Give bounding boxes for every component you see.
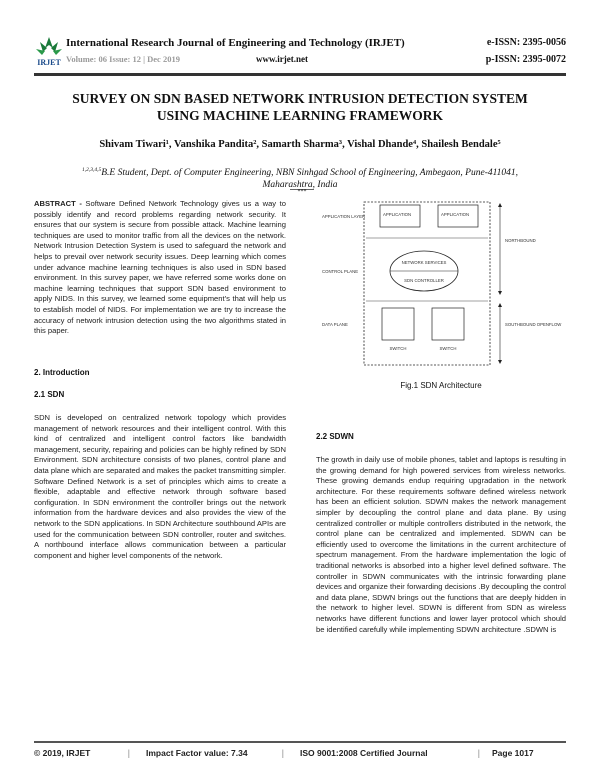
abstract	[34, 199, 286, 337]
footer-copyright: © 2019, IRJET	[34, 748, 91, 758]
journal-name: International Research Journal of Engineering and Technology (IRJET)	[66, 37, 405, 49]
sdwn-heading: 2.2 SDWN	[316, 432, 354, 441]
sdn-architecture-figure	[320, 198, 562, 368]
journal-website[interactable]: www.irjet.net	[256, 54, 308, 64]
intro-heading: 2. Introduction	[34, 368, 90, 377]
label-data-plane: DATA PLANE	[322, 322, 348, 327]
sdwn-text: The growth in daily use of mobile phones, tablet and laptops is resulting in the growing demand for high powered services from wireless networks. These growing demands endup requiring upgradation in the network architecture. For these requirements software defined wireless network has been an efficient solution. SDWN makes the network management simpler by decoupling the control plane and data plane. By using centralized controller or multiple controllers distributed in the network, the control plane can be centralized and implemented. SDWN can be efficiently used to overcome the limitations in the current architecture of spectrum management. From the hardware implementation the logic of traditional networks is absorbed into a higher level defined software. The controller in SDWN communicates with the intrinsic forwarding plane devices and organize their forwarding decisions .By decoupling the control and data plane, SDWN brings out the functions that are deeply hidden in the network to higher level. SDWN is different from SDN as wireless networks have different functions and lower layer protocol which should be identified carefully while implementing SDWN architecture .SDWN is	[316, 455, 566, 634]
paper-title	[40, 90, 560, 124]
sdn-text: SDN is developed on centralized network topology which provides management of network resources and their intelligent control. With this kind of centralized and intelligent control factors like bandwidth management, security, repairing and policies can be highly refined by SDN Environment. SDN architecture consists of two planes, control plane and data plane which are separated and makes the packet transmitting simpler. Software Defined Network is a set of principles which aims to create a flexible, adaptable and effective network through software based configuration. In SDN environment the controller brings out the network information from the hardware devices and also provides the view of the network to the SDN applications. In SDN Architecture southbound APIs are used for the communication between SDN controller, router and switches. A northbound interface allows communication between a particular component and higher level components of the network.	[34, 413, 286, 560]
footer-iso: ISO 9001:2008 Certified Journal	[300, 748, 428, 758]
footer-page-number: Page 1017	[492, 748, 534, 758]
footer-separator: |	[282, 748, 284, 758]
p-issn: p-ISSN: 2395-0072	[485, 54, 566, 65]
separator: ***	[290, 189, 314, 195]
footer-separator: |	[128, 748, 130, 758]
label-app-layer: APPLICATION LAYER	[322, 214, 366, 219]
application-1-label: APPLICATION	[383, 212, 412, 217]
switch-1-label: SWITCH	[389, 346, 407, 351]
switch-box-2	[432, 308, 464, 340]
e-issn: e-ISSN: 2395-0056	[486, 37, 566, 48]
affiliation-sup: 1,2,3,4,5	[81, 167, 102, 173]
label-control-plane: CONTROL PLANE	[322, 269, 359, 274]
northbound-label: NORTHBOUND	[505, 238, 536, 243]
irjet-logo	[34, 34, 64, 68]
switch-box-1	[382, 308, 414, 340]
title-line-1: SURVEY ON SDN BASED NETWORK INTRUSION DETECTION SYSTEM	[72, 91, 528, 106]
header-rule	[34, 73, 566, 76]
affiliation-line-2: Maharashtra, India	[262, 180, 338, 191]
abstract-label: ABSTRACT -	[34, 199, 82, 208]
sdn-heading: 2.1 SDN	[34, 390, 65, 399]
affiliation-line-1: B.E Student, Dept. of Computer Engineering, NBN Sinhgad School of Engineering, Ambegaon, Pune-411041,	[101, 168, 519, 179]
abstract-text: Software Defined Network Technology gives us a way to possibly identify and record problems regarding network security. It ensures that our system is secure from possible attack. Machine learning techniques are used to monitor traffic from all the devices on the network. Network Intrusion Detection System is used to safeguard the network and helps to prevail over network security issues. Deep learning which comes under advance machine learning techniques is also used in SDN based environment. In this survey paper, we have referred some works done on machine learning techniques that support SDN based environment to apply NIDS. In this survey, we learned some equipment's that will help us to establish model of NIDS. For implementation we are try to increase the accuracy of network intrusion detection using the two algorithms stated in this paper.	[34, 199, 286, 336]
volume-issue: Volume: 06 Issue: 12 | Dec 2019	[66, 54, 180, 64]
application-2-label: APPLICATION	[441, 212, 470, 217]
architecture-boundary	[364, 202, 490, 365]
footer-rule	[34, 741, 566, 743]
affiliation	[60, 164, 540, 191]
switch-2-label: SWITCH	[439, 346, 457, 351]
footer-separator: |	[478, 748, 480, 758]
southbound-label: SOUTHBOUND OPENFLOW	[505, 322, 562, 327]
title-line-2: USING MACHINE LEARNING FRAMEWORK	[156, 108, 444, 123]
sdn-controller-label: SDN CONTROLLER	[404, 278, 444, 283]
network-services-label: NETWORK SERVICES	[401, 260, 447, 265]
footer-impact-factor: Impact Factor value: 7.34	[146, 748, 248, 758]
figure-caption: Fig.1 SDN Architecture	[400, 381, 482, 390]
author-list: Shivam Tiwari¹, Vanshika Pandita², Samarth Sharma³, Vishal Dhande⁴, Shailesh Bendale⁵	[99, 139, 501, 150]
logo-text: IRJET	[37, 58, 61, 67]
